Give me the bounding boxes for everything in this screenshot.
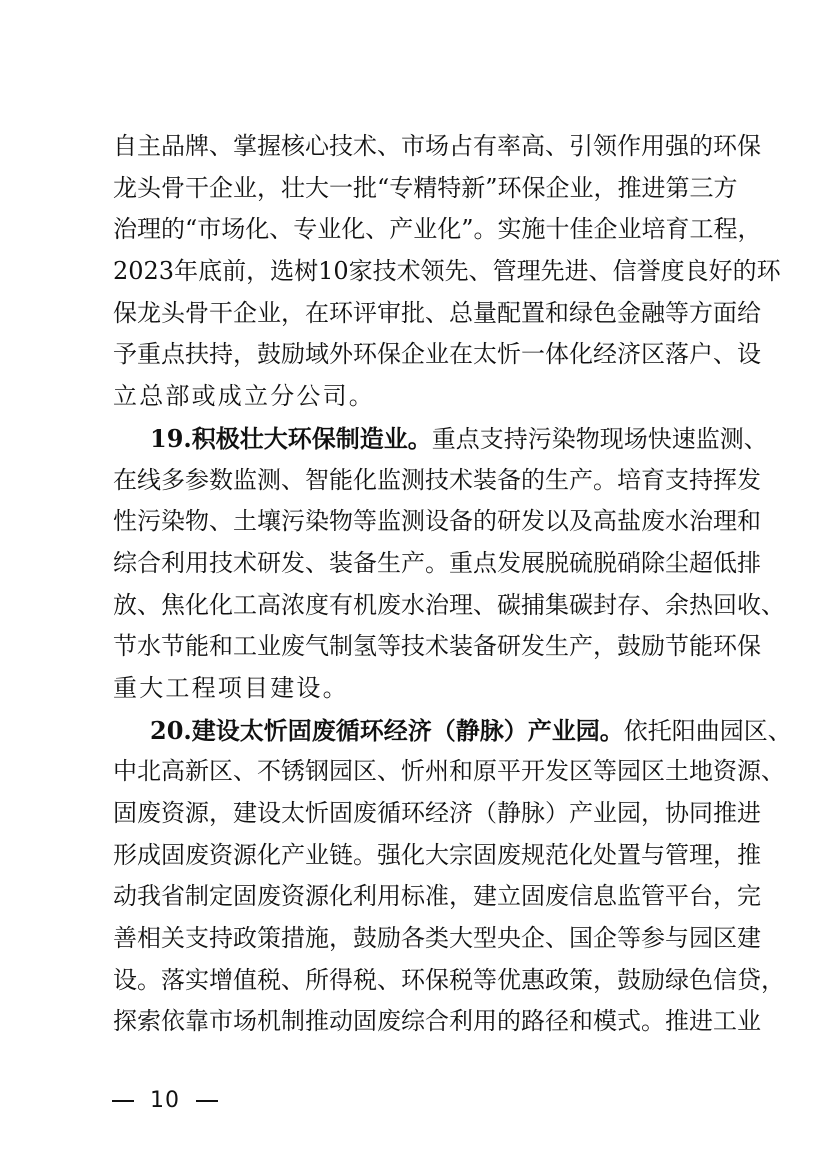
page-number: 10	[150, 1088, 180, 1113]
section-19-first-line	[113, 418, 768, 460]
text-line: 在线多参数监测、智能化监测技术装备的生产。培育支持挥发	[113, 465, 761, 494]
dash-left	[112, 1100, 134, 1102]
text-line: 设。落实增值税、所得税、环保税等优惠政策，鼓励绿色信贷，	[113, 965, 785, 994]
text-line: 自主品牌、掌握核心技术、市场占有率高、引领作用强的环保	[113, 132, 761, 160]
text-line: 龙头骨干企业，壮大一批“专精特新”环保企业，推进第三方	[113, 173, 738, 202]
text-line: 性污染物、土壤污染物等监测设备的研发以及高盐废水治理和	[113, 507, 761, 536]
text-line: 予重点扶持，鼓励域外环保企业在太忻一体化经济区落户、设	[113, 340, 761, 369]
text-line: 保龙头骨干企业，在环评审批、总量配置和绿色金融等方面给	[113, 298, 761, 327]
text-line: 放、焦化化工高浓度有机废水治理、碳捕集碳封存、余热回收、	[113, 590, 785, 619]
section-20-first-line	[113, 710, 792, 752]
text-line: 2023年底前，选树10家技术领先、管理先进、信誉度良好的环	[113, 257, 781, 286]
text-line: 动我省制定固废资源化利用标准，建立固废信息监管平台，完	[113, 882, 761, 911]
document-body	[113, 126, 792, 1043]
section-20-lead-text: 依托阳曲园区、	[623, 716, 792, 745]
dash-right	[196, 1100, 218, 1102]
text-line: 形成固废资源化产业链。强化大宗固废规范化处置与管理，推	[113, 840, 761, 869]
section-heading-19: 19.积极壮大环保制造业。	[150, 423, 432, 453]
page-footer	[112, 1088, 218, 1113]
text-line: 节水节能和工业废气制氢等技术装备研发生产，鼓励节能环保	[113, 632, 761, 661]
text-line: 中北高新区、不锈钢园区、忻州和原平开发区等园区土地资源、	[113, 757, 785, 786]
text-line: 综合利用技术研发、装备生产。重点发展脱硫脱硝除尘超低排	[113, 548, 761, 577]
section-heading-20: 20.建设太忻固废循环经济（静脉）产业园。	[150, 715, 624, 745]
text-line: 固废资源，建设太忻固废循环经济（静脉）产业园，协同推进	[113, 799, 761, 827]
text-line: 善相关支持政策措施，鼓励各类大型央企、国企等参与园区建	[113, 924, 761, 953]
text-line: 重大工程项目建设。	[113, 673, 349, 702]
text-line: 治理的“市场化、专业化、产业化”。实施十佳企业培育工程，	[113, 215, 762, 244]
text-line: 探索依靠市场机制推动固废综合利用的路径和模式。推进工业	[113, 1007, 761, 1036]
text-line: 立总部或成立分公司。	[113, 382, 375, 411]
section-19-lead-text: 重点支持污染物现场快速监测、	[431, 424, 768, 453]
